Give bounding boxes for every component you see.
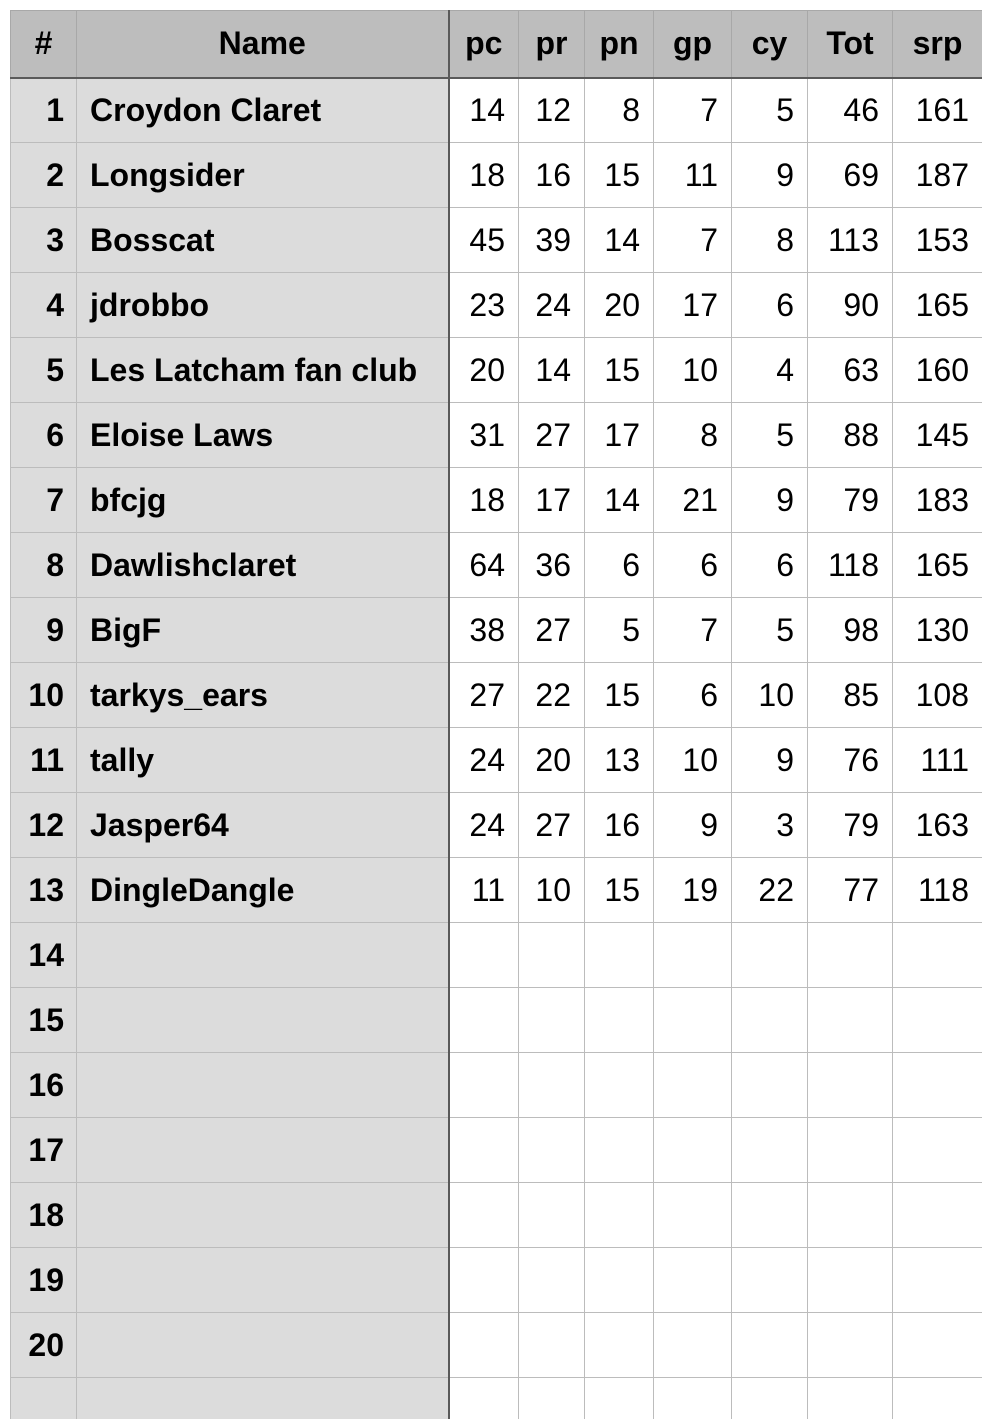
row-number-cell[interactable]: 1: [11, 78, 77, 143]
gp-cell[interactable]: [654, 1053, 732, 1118]
pr-cell[interactable]: 10: [519, 858, 585, 923]
tot-cell[interactable]: [808, 1313, 893, 1378]
gp-cell[interactable]: 7: [654, 78, 732, 143]
cy-cell[interactable]: 10: [732, 663, 808, 728]
cy-cell[interactable]: [732, 1118, 808, 1183]
row-number-cell[interactable]: 8: [11, 533, 77, 598]
tot-cell[interactable]: [808, 1118, 893, 1183]
row-number-cell[interactable]: [11, 1378, 77, 1419]
row-number-cell[interactable]: 7: [11, 468, 77, 533]
cy-cell[interactable]: [732, 1378, 808, 1419]
pr-cell[interactable]: 17: [519, 468, 585, 533]
pr-cell[interactable]: [519, 1183, 585, 1248]
row-number-cell[interactable]: 20: [11, 1313, 77, 1378]
srp-cell[interactable]: 165: [893, 273, 983, 338]
tot-cell[interactable]: 46: [808, 78, 893, 143]
table-row: [11, 793, 983, 858]
pc-cell[interactable]: 64: [449, 533, 519, 598]
cy-cell[interactable]: 22: [732, 858, 808, 923]
pr-cell[interactable]: [519, 988, 585, 1053]
table-row: [11, 988, 983, 1053]
tot-cell[interactable]: 85: [808, 663, 893, 728]
cy-cell[interactable]: [732, 1313, 808, 1378]
column-header-gp[interactable]: gp: [654, 11, 732, 78]
srp-cell[interactable]: [893, 1313, 983, 1378]
row-number-cell[interactable]: 16: [11, 1053, 77, 1118]
pn-cell[interactable]: 15: [585, 858, 654, 923]
name-cell[interactable]: [77, 1378, 449, 1419]
name-cell[interactable]: BigF: [77, 598, 449, 663]
pn-cell[interactable]: [585, 1118, 654, 1183]
table-row: [11, 1053, 983, 1118]
table-row: [11, 1118, 983, 1183]
table-row: [11, 273, 983, 338]
table-row: [11, 598, 983, 663]
table-row: [11, 1313, 983, 1378]
pn-cell[interactable]: 13: [585, 728, 654, 793]
srp-cell[interactable]: [893, 1248, 983, 1313]
srp-cell[interactable]: [893, 1183, 983, 1248]
tot-cell[interactable]: [808, 1248, 893, 1313]
gp-cell[interactable]: 6: [654, 533, 732, 598]
column-header-pr[interactable]: pr: [519, 11, 585, 78]
name-cell[interactable]: [77, 1248, 449, 1313]
pr-cell[interactable]: 27: [519, 403, 585, 468]
gp-cell[interactable]: [654, 988, 732, 1053]
pr-cell[interactable]: 22: [519, 663, 585, 728]
name-cell[interactable]: Dawlishclaret: [77, 533, 449, 598]
tot-cell[interactable]: 113: [808, 208, 893, 273]
standings-table: [10, 10, 982, 1419]
cy-cell[interactable]: 6: [732, 533, 808, 598]
table-row: [11, 663, 983, 728]
pn-cell[interactable]: 16: [585, 793, 654, 858]
cy-cell[interactable]: 6: [732, 273, 808, 338]
pr-cell[interactable]: [519, 923, 585, 988]
tot-cell[interactable]: [808, 1378, 893, 1419]
cy-cell[interactable]: 5: [732, 78, 808, 143]
name-cell[interactable]: jdrobbo: [77, 273, 449, 338]
row-number-cell[interactable]: 17: [11, 1118, 77, 1183]
cy-cell[interactable]: 5: [732, 598, 808, 663]
pc-cell[interactable]: 38: [449, 598, 519, 663]
srp-cell[interactable]: 108: [893, 663, 983, 728]
pn-cell[interactable]: [585, 1183, 654, 1248]
gp-cell[interactable]: 21: [654, 468, 732, 533]
srp-cell[interactable]: [893, 1118, 983, 1183]
row-number-cell[interactable]: 13: [11, 858, 77, 923]
column-header-name[interactable]: Name: [77, 11, 449, 78]
pn-cell[interactable]: 17: [585, 403, 654, 468]
srp-cell[interactable]: 163: [893, 793, 983, 858]
pc-cell[interactable]: 31: [449, 403, 519, 468]
gp-cell[interactable]: 10: [654, 338, 732, 403]
name-cell[interactable]: Longsider: [77, 143, 449, 208]
pn-cell[interactable]: [585, 1313, 654, 1378]
pn-cell[interactable]: 14: [585, 208, 654, 273]
pn-cell[interactable]: [585, 1248, 654, 1313]
srp-cell[interactable]: 187: [893, 143, 983, 208]
pr-cell[interactable]: 27: [519, 793, 585, 858]
row-number-cell[interactable]: 14: [11, 923, 77, 988]
srp-cell[interactable]: 130: [893, 598, 983, 663]
cy-cell[interactable]: [732, 1183, 808, 1248]
gp-cell[interactable]: [654, 923, 732, 988]
pc-cell[interactable]: 24: [449, 793, 519, 858]
pr-cell[interactable]: [519, 1248, 585, 1313]
pc-cell[interactable]: [449, 923, 519, 988]
pc-cell[interactable]: [449, 1183, 519, 1248]
pc-cell[interactable]: 24: [449, 728, 519, 793]
column-header-pn[interactable]: pn: [585, 11, 654, 78]
row-number-cell[interactable]: 10: [11, 663, 77, 728]
pc-cell[interactable]: [449, 1118, 519, 1183]
column-header-rank[interactable]: #: [11, 11, 77, 78]
tot-cell[interactable]: [808, 988, 893, 1053]
table-row: [11, 78, 983, 143]
cy-cell[interactable]: 3: [732, 793, 808, 858]
srp-cell[interactable]: 161: [893, 78, 983, 143]
table-row: [11, 923, 983, 988]
row-number-cell[interactable]: 4: [11, 273, 77, 338]
name-cell[interactable]: [77, 1053, 449, 1118]
pr-cell[interactable]: [519, 1053, 585, 1118]
pc-cell[interactable]: 11: [449, 858, 519, 923]
pn-cell[interactable]: 5: [585, 598, 654, 663]
table-row: [11, 1183, 983, 1248]
column-header-cy[interactable]: cy: [732, 11, 808, 78]
pc-cell[interactable]: [449, 988, 519, 1053]
table-row: [11, 1378, 983, 1419]
pc-cell[interactable]: [449, 1313, 519, 1378]
gp-cell[interactable]: 7: [654, 598, 732, 663]
tot-cell[interactable]: 90: [808, 273, 893, 338]
table-row: [11, 468, 983, 533]
name-cell[interactable]: [77, 1183, 449, 1248]
pn-cell[interactable]: 15: [585, 143, 654, 208]
pr-cell[interactable]: [519, 1378, 585, 1419]
tot-cell[interactable]: 79: [808, 468, 893, 533]
gp-cell[interactable]: 19: [654, 858, 732, 923]
srp-cell[interactable]: 160: [893, 338, 983, 403]
pc-cell[interactable]: [449, 1248, 519, 1313]
gp-cell[interactable]: 11: [654, 143, 732, 208]
pr-cell[interactable]: 16: [519, 143, 585, 208]
tot-cell[interactable]: 98: [808, 598, 893, 663]
pn-cell[interactable]: 6: [585, 533, 654, 598]
column-header-srp[interactable]: srp: [893, 11, 983, 78]
pr-cell[interactable]: [519, 1118, 585, 1183]
row-number-cell[interactable]: 2: [11, 143, 77, 208]
name-cell[interactable]: [77, 923, 449, 988]
pn-cell[interactable]: 20: [585, 273, 654, 338]
gp-cell[interactable]: [654, 1313, 732, 1378]
pr-cell[interactable]: 39: [519, 208, 585, 273]
pn-cell[interactable]: [585, 923, 654, 988]
row-number-cell[interactable]: 19: [11, 1248, 77, 1313]
name-cell[interactable]: Croydon Claret: [77, 78, 449, 143]
pr-cell[interactable]: 27: [519, 598, 585, 663]
tot-cell[interactable]: [808, 1053, 893, 1118]
tot-cell[interactable]: 88: [808, 403, 893, 468]
tot-cell[interactable]: 63: [808, 338, 893, 403]
tot-cell[interactable]: 77: [808, 858, 893, 923]
pc-cell[interactable]: 18: [449, 468, 519, 533]
row-number-cell[interactable]: 3: [11, 208, 77, 273]
srp-cell[interactable]: 118: [893, 858, 983, 923]
srp-cell[interactable]: 165: [893, 533, 983, 598]
spreadsheet: [10, 10, 982, 1419]
name-cell[interactable]: tarkys_ears: [77, 663, 449, 728]
cy-cell[interactable]: [732, 1248, 808, 1313]
srp-cell[interactable]: [893, 988, 983, 1053]
pr-cell[interactable]: 24: [519, 273, 585, 338]
srp-cell[interactable]: 145: [893, 403, 983, 468]
pc-cell[interactable]: 20: [449, 338, 519, 403]
cy-cell[interactable]: 9: [732, 468, 808, 533]
gp-cell[interactable]: 8: [654, 403, 732, 468]
table-row: [11, 143, 983, 208]
pc-cell[interactable]: [449, 1053, 519, 1118]
tot-cell[interactable]: 118: [808, 533, 893, 598]
gp-cell[interactable]: 7: [654, 208, 732, 273]
gp-cell[interactable]: [654, 1378, 732, 1419]
cy-cell[interactable]: 9: [732, 728, 808, 793]
name-cell[interactable]: [77, 1313, 449, 1378]
table-row: [11, 858, 983, 923]
tot-cell[interactable]: [808, 923, 893, 988]
cy-cell[interactable]: 4: [732, 338, 808, 403]
pn-cell[interactable]: [585, 988, 654, 1053]
name-cell[interactable]: tally: [77, 728, 449, 793]
pc-cell[interactable]: 18: [449, 143, 519, 208]
name-cell[interactable]: bfcjg: [77, 468, 449, 533]
pr-cell[interactable]: 20: [519, 728, 585, 793]
table-row: [11, 728, 983, 793]
cy-cell[interactable]: 9: [732, 143, 808, 208]
row-number-cell[interactable]: 11: [11, 728, 77, 793]
table-row: [11, 1248, 983, 1313]
srp-cell[interactable]: [893, 1053, 983, 1118]
tot-cell[interactable]: [808, 1183, 893, 1248]
pr-cell[interactable]: 12: [519, 78, 585, 143]
gp-cell[interactable]: 9: [654, 793, 732, 858]
column-header-tot[interactable]: Tot: [808, 11, 893, 78]
pr-cell[interactable]: [519, 1313, 585, 1378]
name-cell[interactable]: Jasper64: [77, 793, 449, 858]
table-row: [11, 403, 983, 468]
gp-cell[interactable]: [654, 1248, 732, 1313]
pn-cell[interactable]: 15: [585, 663, 654, 728]
pc-cell[interactable]: 27: [449, 663, 519, 728]
pn-cell[interactable]: [585, 1378, 654, 1419]
gp-cell[interactable]: 6: [654, 663, 732, 728]
row-number-cell[interactable]: 18: [11, 1183, 77, 1248]
pc-cell[interactable]: 23: [449, 273, 519, 338]
pc-cell[interactable]: 14: [449, 78, 519, 143]
row-number-cell[interactable]: 6: [11, 403, 77, 468]
name-cell[interactable]: Les Latcham fan club: [77, 338, 449, 403]
srp-cell[interactable]: [893, 1378, 983, 1419]
table-row: [11, 533, 983, 598]
row-number-cell[interactable]: 5: [11, 338, 77, 403]
pn-cell[interactable]: 8: [585, 78, 654, 143]
pn-cell[interactable]: 15: [585, 338, 654, 403]
cy-cell[interactable]: 5: [732, 403, 808, 468]
tot-cell[interactable]: 69: [808, 143, 893, 208]
column-header-pc[interactable]: pc: [449, 11, 519, 78]
header-row: [11, 11, 983, 78]
pc-cell[interactable]: [449, 1378, 519, 1419]
row-number-cell[interactable]: 15: [11, 988, 77, 1053]
name-cell[interactable]: Bosscat: [77, 208, 449, 273]
gp-cell[interactable]: [654, 1118, 732, 1183]
gp-cell[interactable]: 10: [654, 728, 732, 793]
cy-cell[interactable]: 8: [732, 208, 808, 273]
name-cell[interactable]: [77, 988, 449, 1053]
row-number-cell[interactable]: 12: [11, 793, 77, 858]
pn-cell[interactable]: [585, 1053, 654, 1118]
pc-cell[interactable]: 45: [449, 208, 519, 273]
name-cell[interactable]: Eloise Laws: [77, 403, 449, 468]
srp-cell[interactable]: [893, 923, 983, 988]
srp-cell[interactable]: 183: [893, 468, 983, 533]
tot-cell[interactable]: 79: [808, 793, 893, 858]
name-cell[interactable]: [77, 1118, 449, 1183]
cy-cell[interactable]: [732, 1053, 808, 1118]
cy-cell[interactable]: [732, 988, 808, 1053]
gp-cell[interactable]: 17: [654, 273, 732, 338]
srp-cell[interactable]: 153: [893, 208, 983, 273]
tot-cell[interactable]: 76: [808, 728, 893, 793]
name-cell[interactable]: DingleDangle: [77, 858, 449, 923]
table-row: [11, 208, 983, 273]
row-number-cell[interactable]: 9: [11, 598, 77, 663]
pn-cell[interactable]: 14: [585, 468, 654, 533]
cy-cell[interactable]: [732, 923, 808, 988]
table-row: [11, 338, 983, 403]
srp-cell[interactable]: 111: [893, 728, 983, 793]
pr-cell[interactable]: 36: [519, 533, 585, 598]
gp-cell[interactable]: [654, 1183, 732, 1248]
pr-cell[interactable]: 14: [519, 338, 585, 403]
